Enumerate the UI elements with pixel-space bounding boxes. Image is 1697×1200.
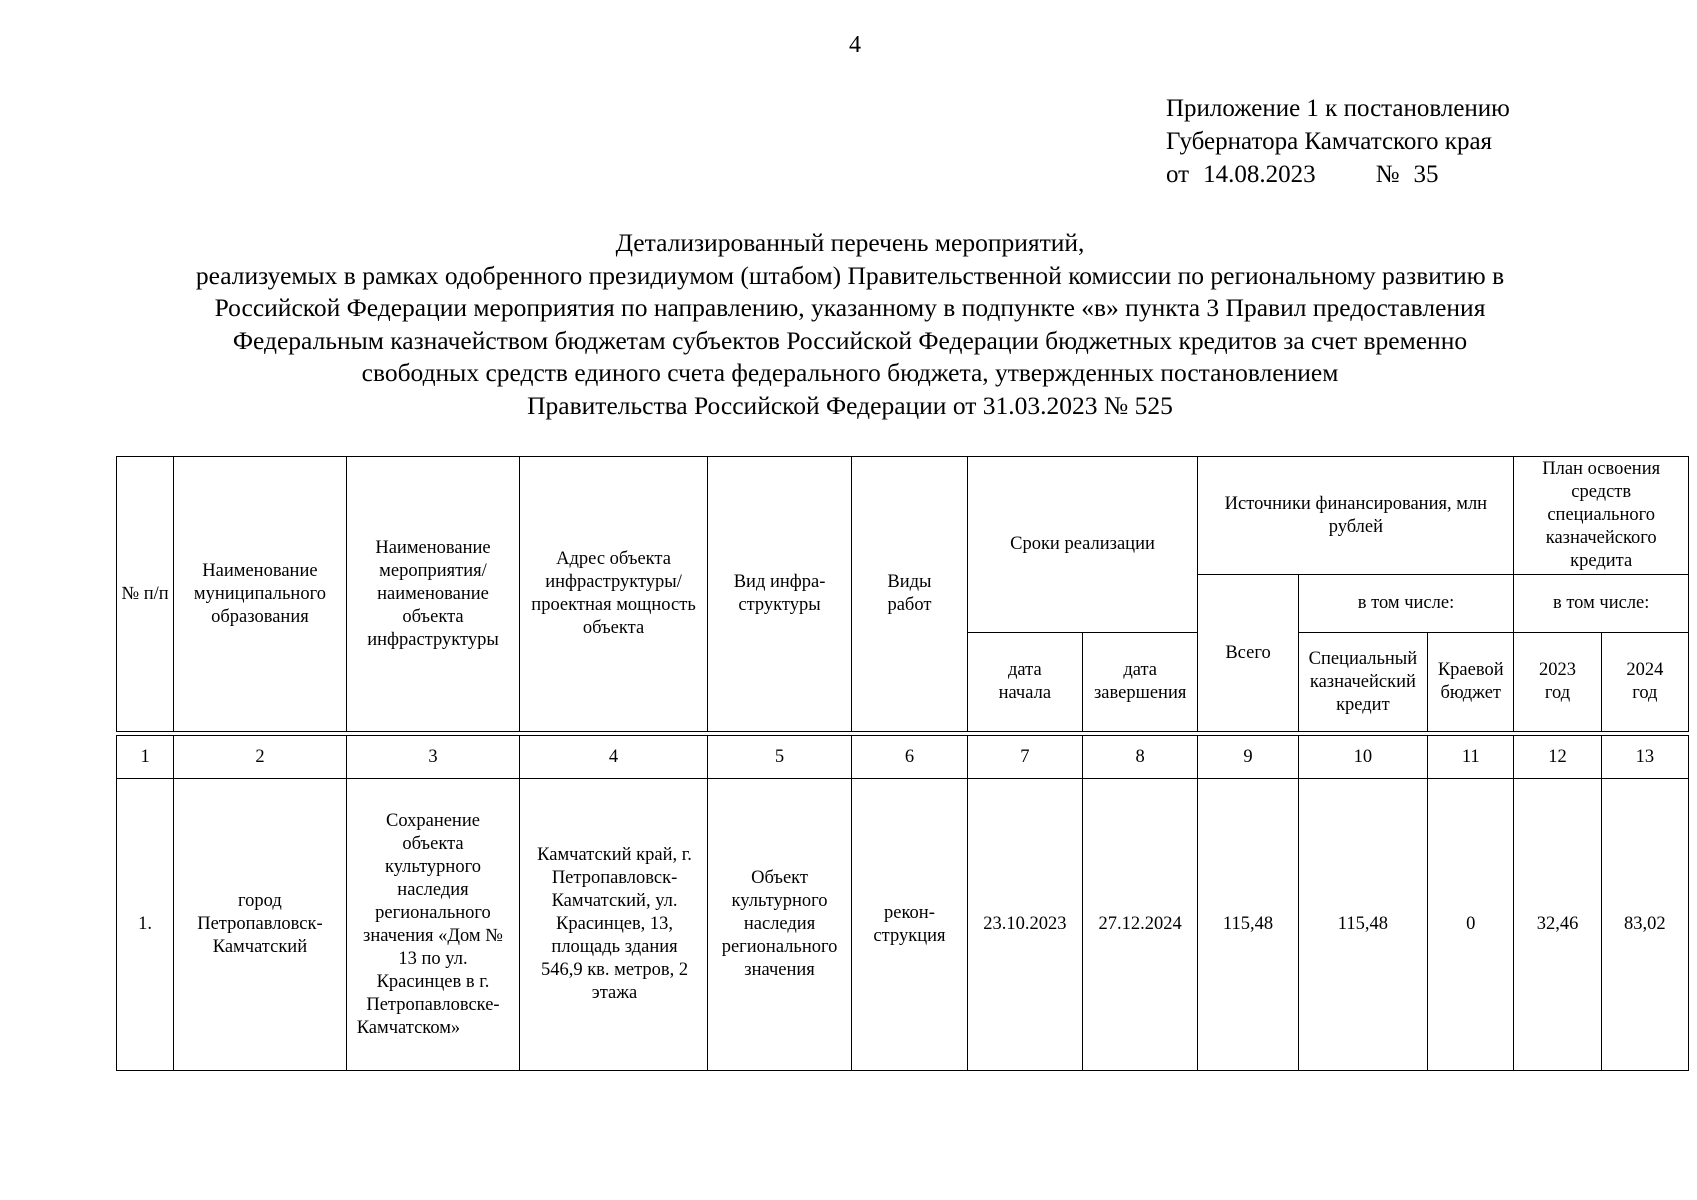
row-works: рекон-струкция [852,779,967,1071]
appendix-block [1166,92,1510,191]
header-event: Наименование мероприятия/ наименование объекта инфраструктуры [346,457,520,732]
header-end: дата завершения [1083,633,1198,732]
appendix-number-label: № [1375,161,1400,188]
header-infra-type: Вид инфра-структуры [707,457,851,732]
row-2024: 83,02 [1601,779,1688,1071]
header-works: Виды работ [852,457,967,732]
title-line: Российской Федерации мероприятия по направлению, указанному в подпункте «в» пункта 3 Правил предоставления [214,293,1486,322]
header-terms: Сроки реализации [967,457,1198,633]
appendix-number: 35 [1413,161,1439,188]
header-start: дата начала [967,633,1082,732]
column-number: 12 [1514,736,1601,779]
row-regional: 0 [1428,779,1514,1071]
header-num: № п/п [117,457,174,732]
column-number: 11 [1428,736,1514,779]
events-table [116,456,1689,1071]
column-number: 7 [967,736,1082,779]
column-number: 5 [707,736,851,779]
appendix-date: 14.08.2023 [1203,161,1316,188]
header-municipality: Наименование муниципального образования [174,457,347,732]
title-line: Федеральным казначейством бюджетам субъектов Российской Федерации бюджетных кредитов за счет временно [232,325,1468,355]
header-regional: Краевой бюджет [1428,633,1514,732]
row-total: 115,48 [1198,779,1298,1071]
column-number: 2 [174,736,347,779]
column-number: 6 [852,736,967,779]
column-number: 8 [1083,736,1198,779]
row-municipality: город Петропавловск-Камчатский [174,779,347,1071]
column-number: 10 [1298,736,1427,779]
row-2023: 32,46 [1514,779,1601,1071]
header-row-1 [117,457,1689,575]
title-line: Детализированный перечень мероприятий, [615,228,1085,257]
column-numbers-row [117,736,1689,779]
title-line: свободных средств единого счета федерального бюджета, утвержденных постановлением [361,358,1339,387]
column-number: 4 [520,736,708,779]
row-address: Камчатский край, г. Петропавловск-Камчатский, ул. Красинцев, 13, площадь здания 546,9 кв. метров, 2 этажа [520,779,708,1071]
table-row [117,779,1689,1071]
column-number: 9 [1198,736,1298,779]
column-number: 1 [117,736,174,779]
header-2024: 2024 год [1601,633,1688,732]
column-number: 13 [1601,736,1688,779]
header-sources: Источники финансирования, млн рублей [1198,457,1514,575]
row-event: Сохранение объекта культурного наследия регионального значения «Дом № 13 по ул. Красинцев в г. Петропавловске-Камчатском» [346,779,520,1071]
header-2023: 2023 год [1514,633,1601,732]
header-plan-including: в том числе: [1514,575,1689,633]
row-num: 1. [117,779,174,1071]
appendix-from-label: от [1166,161,1190,188]
header-including: в том числе: [1298,575,1514,633]
header-total: Всего [1198,575,1298,732]
row-start-date: 23.10.2023 [967,779,1082,1071]
row-special-credit: 115,48 [1298,779,1427,1071]
appendix-line-1: Приложение 1 к постановлению [1166,95,1510,122]
header-address: Адрес объекта инфраструктуры/ проектная мощность объекта [520,457,708,732]
header-plan: План освоения средств специального казначейского кредита [1514,457,1689,575]
appendix-reference [1166,158,1510,191]
title-line: реализуемых в рамках одобренного президиумом (штабом) Правительственной комиссии по региональному развитию в [195,260,1505,290]
header-special-credit: Специальный казначейский кредит [1298,633,1427,732]
row-infra-type: Объект культурного наследия регионального значения [707,779,851,1071]
page-number: 4 [849,32,861,58]
title-line: Правительства Российской Федерации от 31.03.2023 № 525 [527,390,1173,420]
row-end-date: 27.12.2024 [1083,779,1198,1071]
column-number: 3 [346,736,520,779]
appendix-line-2: Губернатора Камчатского края [1166,128,1493,155]
document-title [110,227,1590,422]
